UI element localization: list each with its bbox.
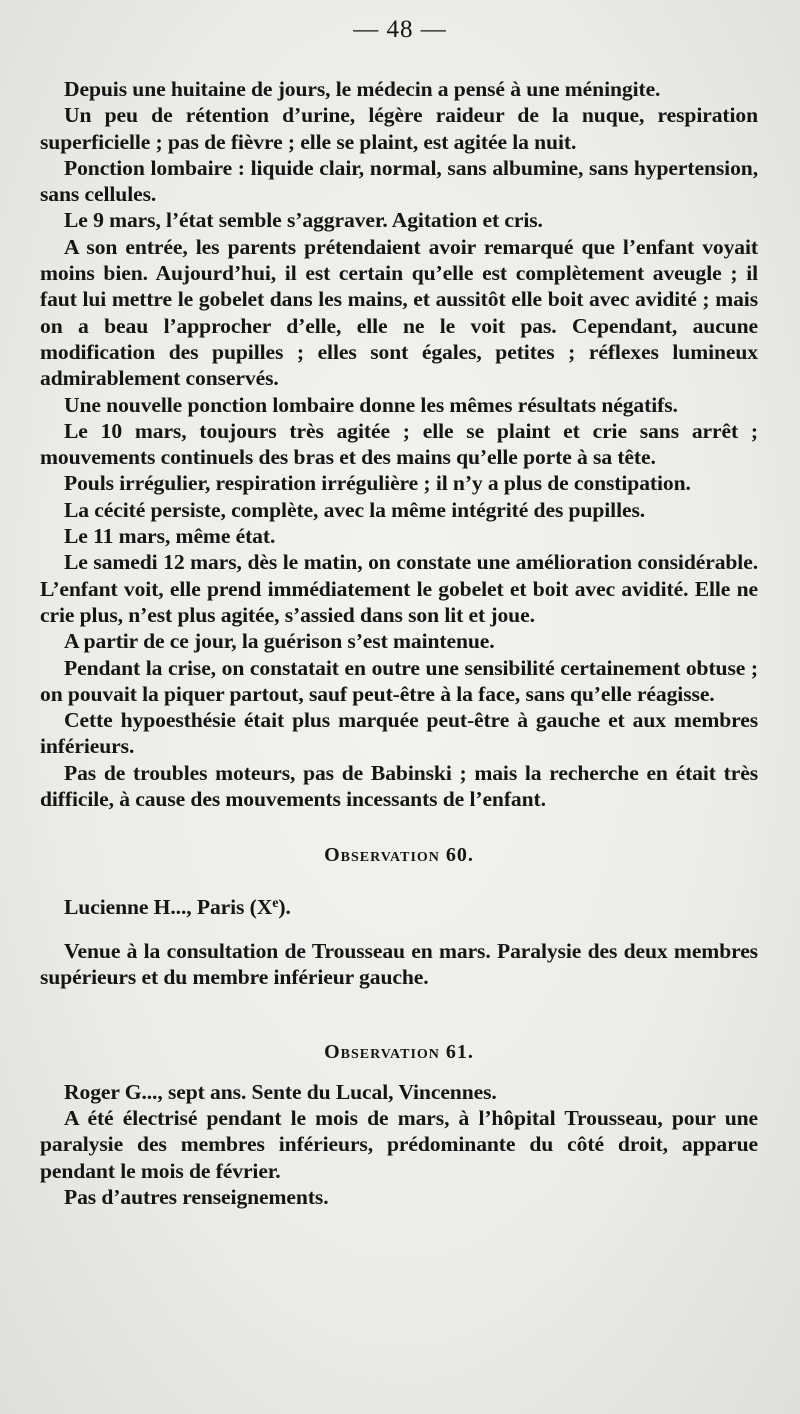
paragraph: Le 11 mars, même état. [64,524,276,549]
paragraph: A partir de ce jour, la guérison s’est maintenue. [64,629,495,654]
paragraph: Depuis une huitaine de jours, le médecin a pensé à une méningite. [64,77,661,101]
observation-61-text: A été électrisé pendant le mois de mars, à l’hôpital Trousseau, pour une paralysie des membres inférieurs, prédominante du côté droit, apparue pendant le mois de février. [40,1106,758,1183]
observation-61-heading: Observation 61. [324,1040,474,1063]
paragraph: A son entrée, les parents prétendaient avoir remarqué que l’enfant voyait moins bien. Aujourd’hui, il est certain qu’elle est complètement aveugle ; il faut lui mettre le gobelet dans les mains, et aussitôt elle boit avec avidité ; mais on a beau l’approcher d’elle, elle ne le voit pas. Cependant, aucune modification des pupilles ; elles sont égales, petites ; réflexes lumineux admirablement conservés. [40,234,758,391]
paragraph: Pouls irrégulier, respiration irrégulière ; il n’y a plus de constipation. [64,471,691,496]
page-number: — 48 — [353,16,447,43]
observation-60-heading: Observation 60. [324,844,474,867]
observation-60-patient [40,891,758,920]
observation-61-patient: Roger G..., sept ans. Sente du Lucal, Vincennes. [64,1079,497,1104]
paragraph: Le 10 mars, toujours très agitée ; elle se plaint et crie sans arrêt ; mouvements continuels des bras et des mains qu’elle porte à sa tête. [40,418,758,470]
superscript: e [272,895,279,911]
paragraph: Un peu de rétention d’urine, légère raideur de la nuque, respiration superficielle ; pas de fièvre ; elle se plaint, est agitée la nuit. [40,103,758,154]
patient-name: Lucienne H..., Paris (X [64,894,273,919]
patient-suffix: ). [278,894,291,919]
page-body [40,76,758,1210]
paragraph: Le 9 mars, l’état semble s’aggraver. Agitation et cris. [64,208,543,233]
observation-61-note: Pas d’autres renseignements. [64,1184,329,1209]
paragraph: Ponction lombaire : liquide clair, normal, sans albumine, sans hypertension, sans cellules. [40,155,758,207]
paragraph: Pendant la crise, on constatait en outre une sensibilité certainement obtuse ; on pouvait la piquer partout, sauf peut-être à la face, sans qu’elle réagisse. [40,655,758,706]
paragraph: Pas de troubles moteurs, pas de Babinski ; mais la recherche en était très difficile, à cause des mouvements incessants de l’enfant. [40,760,758,812]
paragraph: La cécité persiste, complète, avec la même intégrité des pupilles. [64,497,646,522]
paragraph: Le samedi 12 mars, dès le matin, on constate une amélioration considérable. L’enfant voit, elle prend immédiatement le gobelet et boit avec avidité. Elle ne crie plus, n’est plus agitée, s’assied dans son lit et joue. [40,550,758,627]
paragraph: Une nouvelle ponction lombaire donne les mêmes résultats négatifs. [64,392,678,417]
paragraph: Cette hypoesthésie était plus marquée peut-être à gauche et aux membres inférieurs. [40,708,758,759]
observation-60-text: Venue à la consultation de Trousseau en mars. Paralysie des deux membres supérieurs et du membre inférieur gauche. [40,938,758,990]
